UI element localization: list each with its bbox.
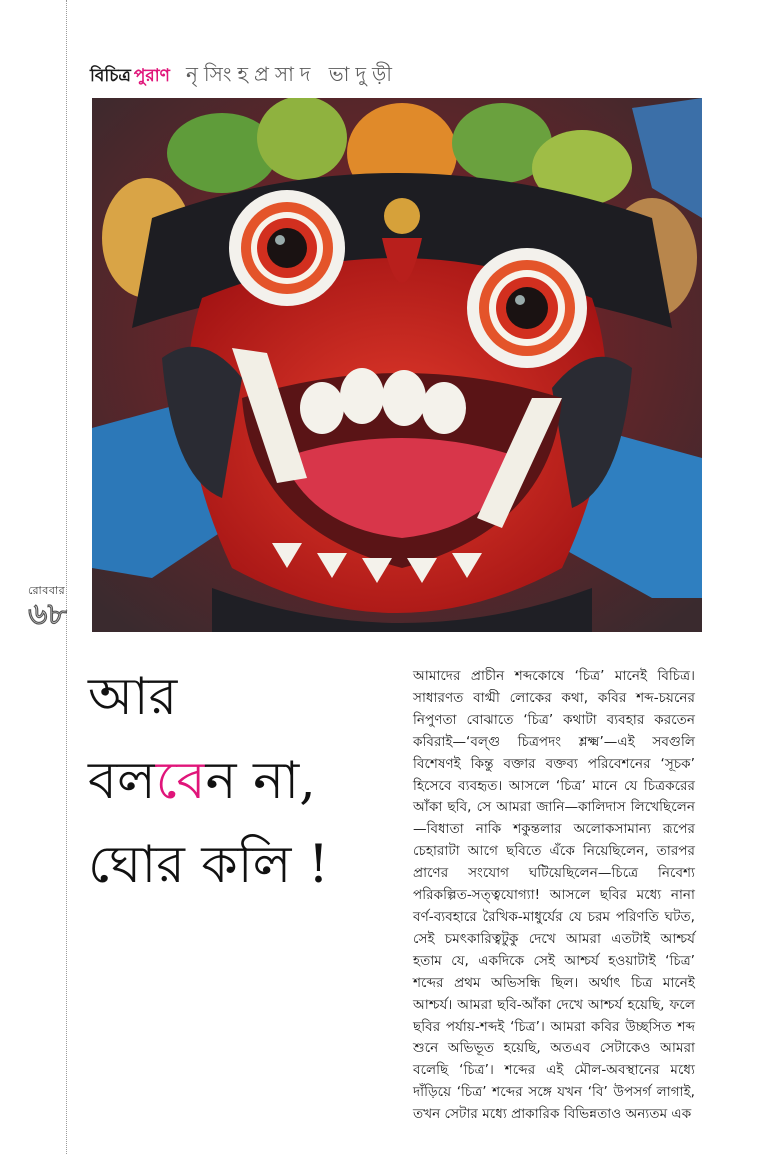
page-folio [28, 582, 80, 632]
page-number: ৬৮ [28, 597, 67, 632]
article-headline [88, 655, 388, 907]
hero-image [92, 98, 702, 632]
folio-label: রোববার [28, 584, 66, 597]
series-title-accent: পুরাণ [133, 66, 170, 86]
headline-accent: বে [155, 751, 206, 811]
body-paragraph: আমাদের প্রাচীন শব্দকোষে ‘চিত্র’ মানেই বিচিত্র। সাধারণত বাগ্মী লোকের কথা, কবির শব্দ-চয়নের নিপুণতা বোঝাতে ‘চিত্র’ কথাটা ব্যবহার করতেন কবিরাই—‘বল্গু চিত্রপদং শ্লক্ষ্ম’—এই সবগুলি বিশেষণই কিন্তু বক্তার বক্তব্য পরিবেশনের ‘সূচক’ হিসেবে ব্যবহৃত। আসলে ‘চিত্র’ মানে যে চিত্রকরের আঁকা ছবি, সে আমরা জানি—কালিদাস লিখেছিলেন—বিধাতা নাকি শকুন্তলার অলোকসামান্য রূপের চেহারাটা আগে ছবিতে এঁকে নিয়েছিলেন, তারপর প্রাণের সংযোগ ঘটিয়েছিলেন—চিত্রে নিবেশ্য পরিকল্পিত-সত্ত্বযোগ্যা! আসলে ছবির মধ্যে নানা বর্ণ-ব্যবহারে রৈখিক-মাধুর্যের যে চরম পরিণতি ঘটত, সেই চমৎকারিত্বটুকু দেখে আমরা এতটাই আশ্চর্য হতাম যে, একদিকে সেই আশ্চর্য হওয়াটাই ‘চিত্র’ শব্দের প্রথম অভিসন্ধি ছিল। অর্থাৎ চিত্র মানেই আশ্চর্য। আমরা ছবি-আঁকা দেখে আশ্চর্য হয়েছি, ফলে ছবির পর্যায়-শব্দই ‘চিত্র’। আমরা কবির উচ্ছসিত শব্দ শুনে অভিভূত হয়েছি, অতএব সেটাকেও আমরা বলেছি ‘চিত্র’। শব্দের এই মৌল-অবস্থানের মধ্যে দাঁড়িয়ে ‘চিত্র’ শব্দের সঙ্গে যখন ‘বি’ উপসর্গ লাগাই, তখন সেটার মধ্যে প্রাকারিক বিভিন্নতাও অন্যতম এক [413, 668, 695, 1123]
headline-line-3: ঘোর কলি ! [88, 835, 329, 895]
margin-rule [66, 0, 67, 1154]
author-name: নৃসিংহপ্রসাদ ভাদুড়ী [185, 62, 398, 86]
headline-word-part: বল [88, 751, 156, 811]
headline-word-rest: ন না, [205, 751, 316, 811]
demon-mask-illustration [92, 98, 702, 632]
column-header [90, 60, 398, 90]
headline-line-2 [88, 739, 388, 823]
series-title: বিচিত্র [90, 66, 131, 86]
headline-line-1: আর [88, 667, 178, 727]
article-body [413, 666, 695, 1126]
